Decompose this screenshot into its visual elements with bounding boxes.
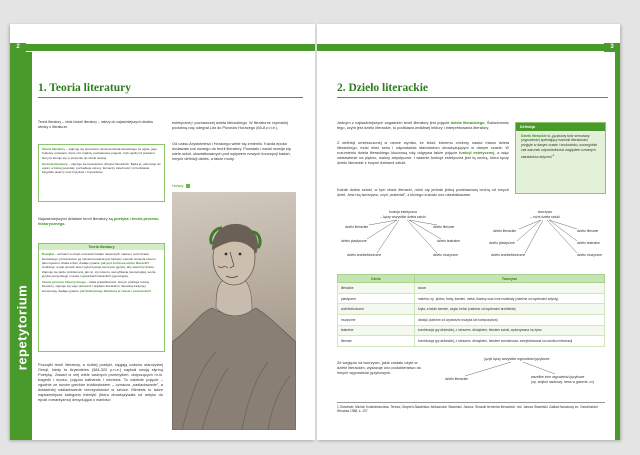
diagram2-label: dzieło teatralne bbox=[577, 241, 600, 245]
diagram1-label: dzieło literackie bbox=[345, 225, 369, 229]
proces-question: jak funkcjonuje literatura w czasie i przestrzeni? bbox=[80, 288, 152, 293]
table-header: Tworzywo bbox=[415, 275, 605, 283]
arystoteles-paragraph: Początki teorii literatury, a ściślej poetyki, sięgają czasów starożytnej Grecji, kiedy to Arystoteles (384-322 p.n.e.) napisał swoją słynną Poetykę. Zawarł w niej wiele ważnych przemyśleń, dotyczących m.in. tragedii i eposu, pojęcia katharsis i mimesis. To ostatnie pojęcie – zgodnie ze swoim greckim źródłosłowem – oznacza „naśladowanie", a dokładniej naśladowanie rzeczywistości w sztuce. Mimesis to także najważniejsza kategoria estetyki (która obowiązywała od antyku do epoki romantyzmu) decydująca o wartości bbox=[38, 362, 163, 402]
diagram2-label: dzieło architektoniczne bbox=[491, 253, 526, 257]
table-row bbox=[338, 325, 605, 336]
theory-parts-heading: Teoria literatury bbox=[39, 244, 164, 250]
p1-text-b: . Świadomość tego, czym jest dzieło literackie, to podstawa wnikliwej lektury i interpretowania literatury. bbox=[337, 120, 509, 130]
table-row bbox=[338, 314, 605, 325]
poetyka-question: jak jest zrobione utwór literacki? bbox=[101, 260, 150, 265]
page-number: 2 bbox=[10, 43, 26, 52]
col2-top-paragraph: estetycznej i poznawczej dzieła literackiego. W literaturze rzymskiej podobną rolę odegrał List do Pizonów Horacego (65-8 p.n.e.). bbox=[172, 120, 289, 130]
table-cell: kombinacja gry aktorskiej, z obrazem, dźwiękiem, tekstem scenariusza, zarejestrowana na nośniku informacji bbox=[415, 336, 605, 347]
material-diagram bbox=[485, 208, 609, 264]
table-row bbox=[338, 304, 605, 315]
right-edge-stripe bbox=[615, 52, 620, 440]
table-cell: materia, np. płótno, farby, kamień, metal, tkaniny oraz inne materiały (zależne od wyobraźni artysty) bbox=[415, 293, 605, 304]
proces-text: – bada prawidłowości, którym podlega rozwój literatury, zajmuje się więc okresami i prądami literackimi, literacką tradycją i konwencją. Zadaje pytanie: bbox=[42, 280, 149, 293]
poetyka-text: – wchodzi w obręb rozważań badań naukowych nauką o teorii dzieła literackiego; przedmiotem jej zainteresowania jest funkcja i sposób istnienia utworu jako wytworu dzieła sztuki. Zadaje pytanie: bbox=[42, 252, 156, 265]
definition-term: Dzieło literackie bbox=[521, 133, 547, 138]
p1-term: dzieła literackiego bbox=[450, 120, 485, 125]
body-paragraph-2 bbox=[337, 140, 509, 165]
table-cell: słowo bbox=[415, 283, 605, 294]
diagram3-top: język łączy wszystkie wypowiedzi językowe bbox=[484, 357, 550, 361]
caption-text: Horacy bbox=[172, 184, 184, 188]
term-poetyka: Poetyka bbox=[42, 252, 54, 257]
left-page bbox=[10, 24, 315, 440]
aesthetic-function-diagram bbox=[337, 208, 477, 264]
table-cell: bryła, a także kamień, cegła, beton (zależne od wyobraźni architekta) bbox=[415, 304, 605, 315]
diagram3-right-b: (np. artykuł naukowy, news w gazecie, cv) bbox=[531, 380, 595, 384]
parts-paragraph bbox=[38, 216, 163, 226]
diagram2-center-b: – różni dzieła sztuki bbox=[530, 215, 560, 219]
table-cell: filmowe bbox=[338, 336, 415, 347]
p2-text-b: , a więc nastawienie na piękno, walory artystyczne. I właśnie funkcja estetyczna jest tą cechą, która łączy dzieło literackie z innymi dziełami sztuki. bbox=[337, 150, 509, 165]
table-row bbox=[338, 336, 605, 347]
spine-band bbox=[10, 52, 32, 440]
language-diagram bbox=[431, 354, 607, 394]
definition-footnote-ref: 1 bbox=[552, 152, 555, 157]
table-cell: kombinacja gry aktorskiej, z obrazem, dźwiękiem, tekstem sztuki, wykonywana na żywo bbox=[415, 325, 605, 336]
term-historia: Historia literatury bbox=[42, 161, 68, 166]
footnote bbox=[337, 402, 605, 413]
title-rule bbox=[337, 97, 608, 98]
table-cell: plastyczne bbox=[338, 293, 415, 304]
table-header: Dzieło bbox=[338, 275, 415, 283]
material-table bbox=[337, 274, 605, 347]
body-paragraph-1 bbox=[337, 120, 509, 130]
definition-heading: Definicja bbox=[516, 123, 605, 131]
caption-marker bbox=[186, 184, 190, 188]
parts-highlight: poetyka i teoria procesu historycznego. bbox=[38, 216, 159, 226]
diagram2-label: dzieło muzyczne bbox=[577, 253, 603, 257]
bottom-paragraph: Ze względu na tworzywo, jakie zostało użyte w dziele literackim, wykazuje ono podobieństwo do innych wypowiedzi językowych. bbox=[337, 360, 421, 375]
chapter-title: 2. Dzieło literackie bbox=[337, 82, 429, 94]
table-cell: architektoniczne bbox=[338, 304, 415, 315]
table-row bbox=[338, 293, 605, 304]
table-header-row bbox=[338, 275, 605, 283]
theory-parts-box bbox=[38, 243, 165, 352]
diagram3-left: dzieło literackie bbox=[445, 377, 469, 381]
definition-box bbox=[515, 122, 606, 194]
diagram2-label: dzieło filmowe bbox=[577, 229, 599, 233]
term-historia-text: – zajmuje się kontekstem dziejów literackich. Bada je, odnosząc do epoki, w której powstały, porządkuje okresy, tłumaczy zależności i przedstawia biografie pisarzy oraz krytyków i czytelników. bbox=[42, 161, 161, 175]
p2-text-a: Z definicji umieszczonej w ramce wynika, że tekst, któremu chcemy nadać miano dzieła literackiego, musi mieć sens i odpowiadać standardom obowiązującym w danym czasie. W rozumieniu dzieła literackiego kluczową rolę odgrywa także pojęcie bbox=[337, 140, 509, 155]
diagram1-center-b: – łączy wszystkie dzieła sztuki bbox=[380, 215, 426, 219]
definition-text: to „językowy twór sensowny (wypowiedź) spełniający warunki literackości przyjęte w danym czasie i środowisku, szczególnie zaś warunek odpowiedniości względem uznanych standardów artyzmu" bbox=[521, 133, 598, 159]
diagram2-center-a: tworzywo bbox=[537, 210, 553, 214]
page-number: 3 bbox=[604, 43, 620, 52]
diagram1-label: dzieło teatralne bbox=[437, 239, 460, 243]
col2-second-paragraph: Od czasu Arystotelesa i Horacego wiele się zmieniło. Każda epoka dodawała coś nowego do teorii literatury. Powstało i nadal rozwija się wiele szkół, ukształtowanych pod wpływem nowych koncepcji badań, innych definicji dzieła, a także mody. bbox=[172, 141, 291, 161]
parts-intro: Najważniejszymi działami teorii literatury są bbox=[38, 216, 114, 221]
top-green-band bbox=[317, 44, 620, 51]
spine-label: repetytorium bbox=[14, 284, 30, 371]
right-page bbox=[317, 24, 620, 440]
chapter-title: 1. Teoria literatury bbox=[38, 82, 131, 94]
diagram2-label: dzieło literackie bbox=[493, 229, 517, 233]
intro-paragraph: Teoria literatury – obok historii literatury – należy do najważniejszych działów wiedzy o literaturze. bbox=[38, 120, 153, 129]
title-rule bbox=[38, 97, 303, 98]
definition-box-theory-history bbox=[38, 144, 165, 202]
diagram1-label: dzieło filmowe bbox=[433, 225, 455, 229]
body-paragraph-3: Każde dzieło sztuki, w tym utwór literacki, różni się jednak jedną podstawową cechą od innych dzieł. Jest nią tworzywo, czyli „materiał", z którego zostało ono ukształtowane. bbox=[337, 187, 509, 197]
diagram3-right-a: wszelkie inne wypowiedzi językowe bbox=[531, 375, 585, 379]
poetyka-text-2: Analizuje, w jaki sposób autor wykorzystuje tworzywo (język), aby stworzyć dzieło. Zajmuje się także problemami, jak np. styl utworu, wersyfikacja (wersologia), teoria języka poetyckiego i nauka o gatunkach literackich (genologia). bbox=[42, 265, 156, 278]
horacy-portrait-image bbox=[172, 192, 296, 430]
diagram1-center-a: funkcja estetyczna bbox=[389, 210, 417, 214]
footnote-source: Słownik terminów literackich, red. Janusz Sławiński, Zakład Narodowy im. Ossolińskich, Wrocław 1988, s. 107. bbox=[337, 405, 599, 414]
term-teoria-text: – zajmuje się sposobem istnienia dzieła literackiego (w ogóle, jego budową i prawami, które nim rządzą, podstawowe pojęcia, czyli ogólnymi prawami, którymi kieruje się w stosunku do sztuki słowa). bbox=[42, 147, 157, 160]
diagram1-label: dzieło plastyczne bbox=[341, 239, 367, 243]
term-proces: Teoria procesu historycznego bbox=[42, 280, 86, 285]
table-cell: muzyczne bbox=[338, 314, 415, 325]
table-cell: literackie bbox=[338, 283, 415, 294]
term-teoria: Teoria literatury bbox=[42, 147, 66, 151]
top-green-band bbox=[10, 44, 315, 51]
table-cell: dźwięk (zależne od wyobraźni muzyka lub kompozytora) bbox=[415, 314, 605, 325]
p1-text-a: Jednym z najważniejszych zagadnień teorii literatury jest pojęcie bbox=[337, 120, 451, 125]
footnote-lead: 1 Głowiński, Michał; Kostkiewiczowa, Teresa; Okopień-Sławińska, Aleksandra; Sławiński, Janusz. bbox=[337, 405, 476, 409]
diagram1-label: dzieło muzyczne bbox=[433, 253, 459, 257]
portrait-caption bbox=[172, 184, 190, 188]
diagram2-label: dzieło plastyczne bbox=[489, 241, 515, 245]
table-cell: teatralne bbox=[338, 325, 415, 336]
diagram1-label: dzieło architektoniczne bbox=[347, 253, 382, 257]
table-row bbox=[338, 283, 605, 294]
p2-term: funkcji estetycznej bbox=[459, 150, 495, 155]
